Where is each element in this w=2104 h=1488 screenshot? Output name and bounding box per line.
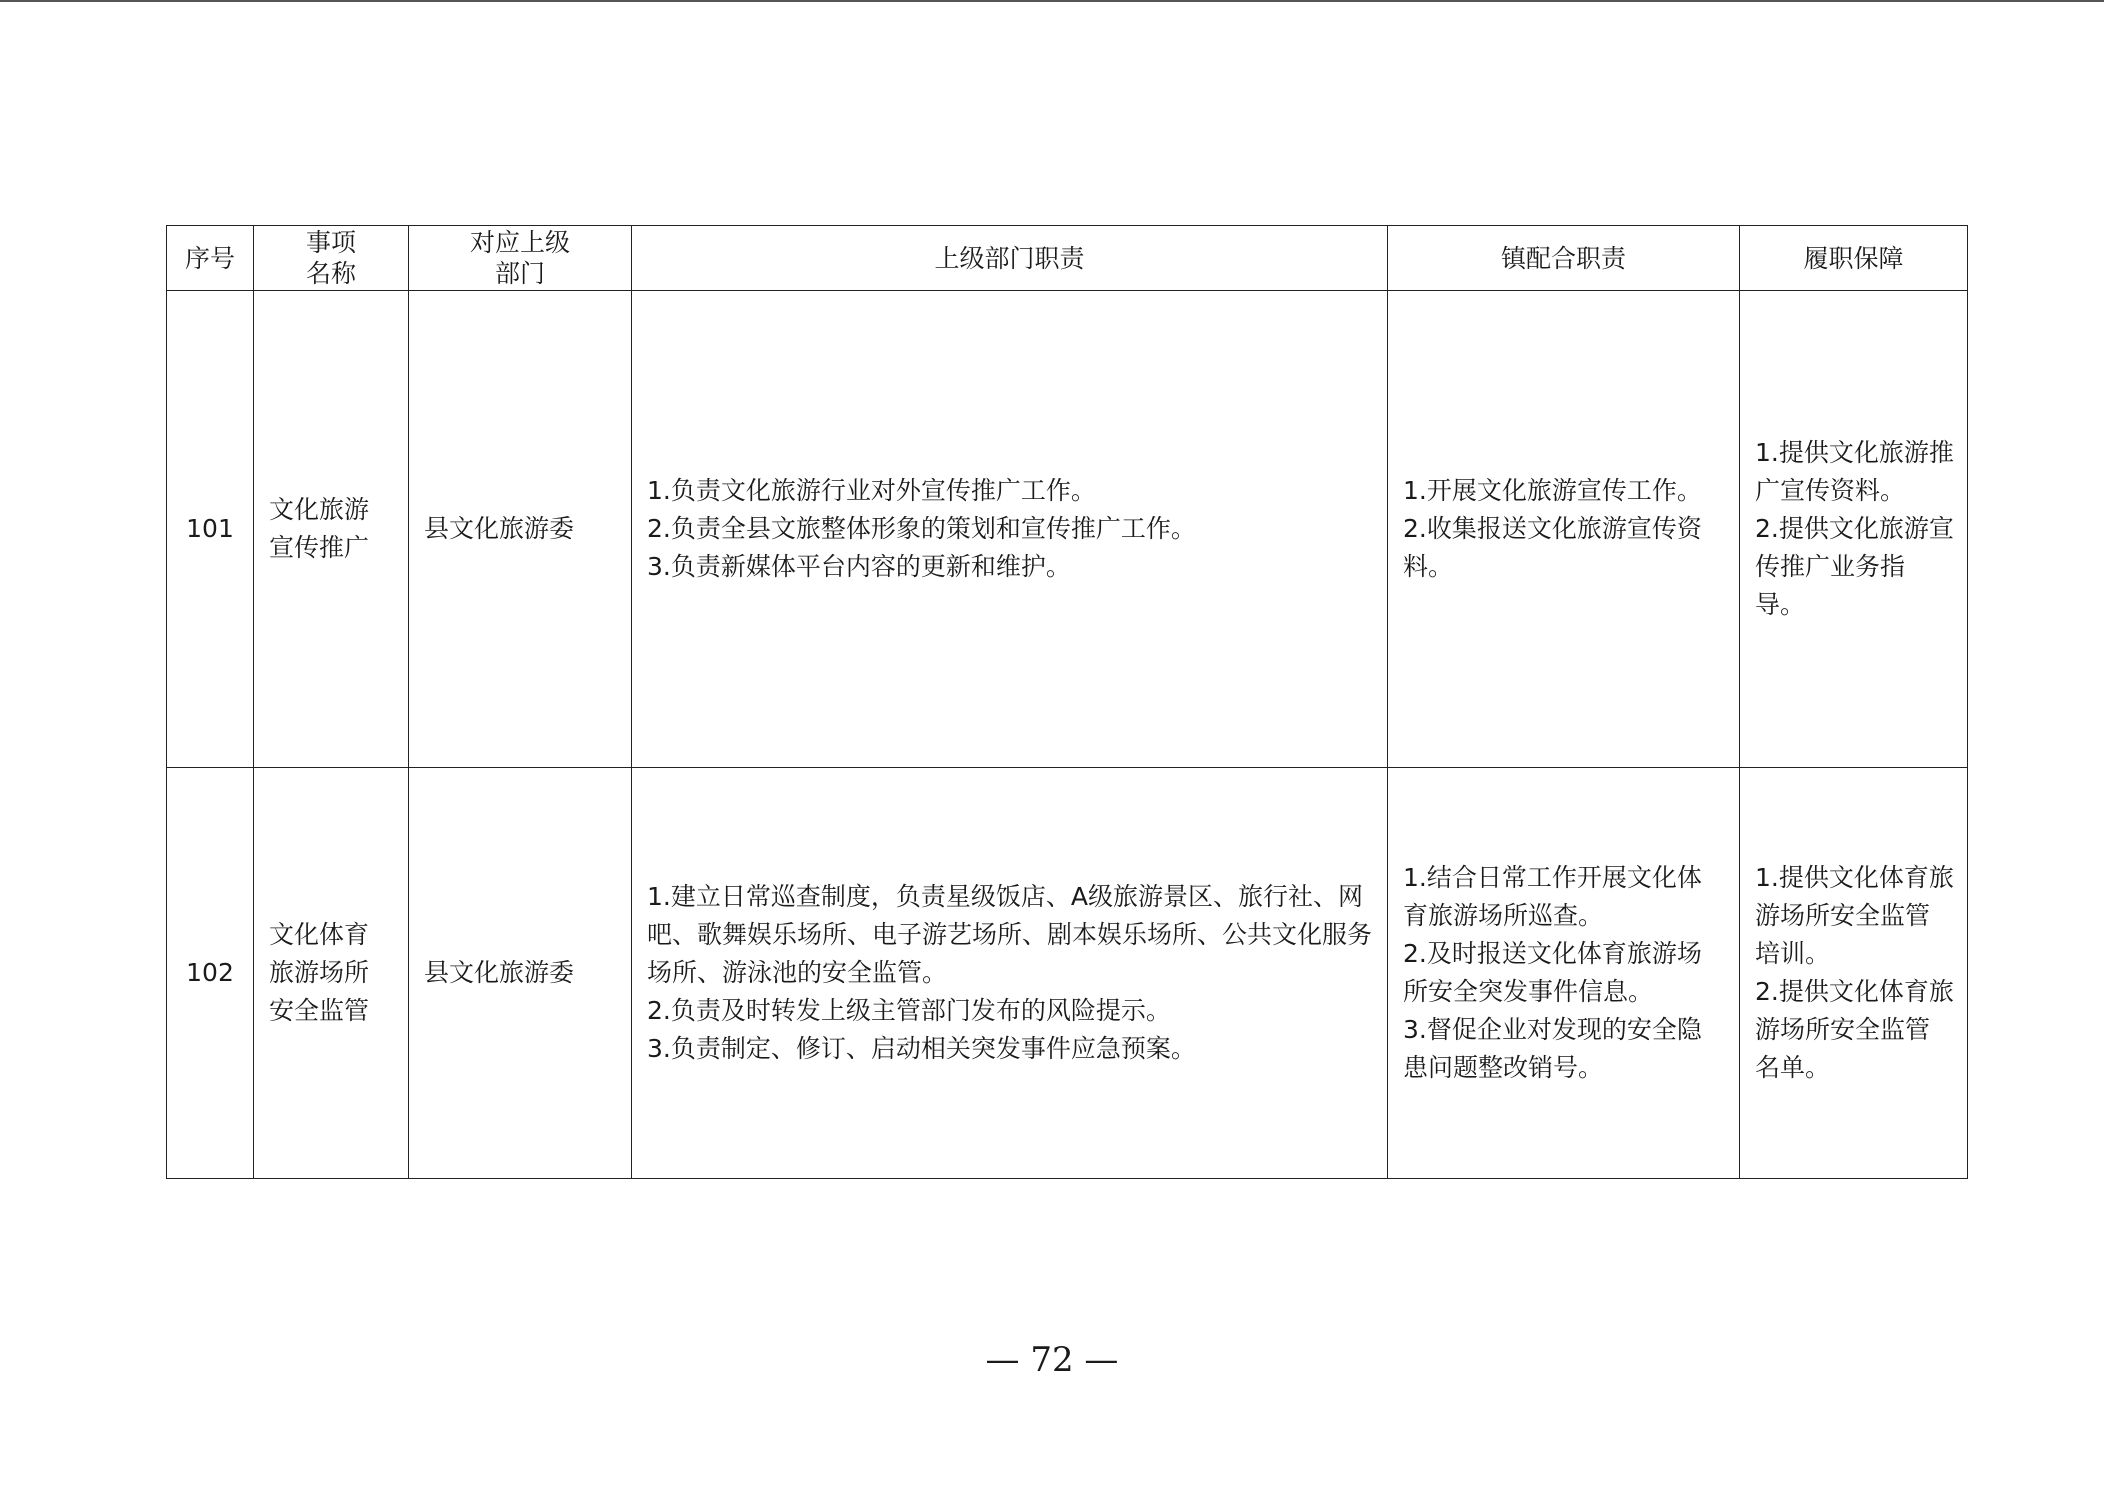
header-upper-dept-line-1: 对应上级 bbox=[469, 228, 570, 257]
upper-dept-cell bbox=[409, 291, 632, 768]
header-town-duties bbox=[1388, 226, 1740, 291]
header-upper-duties bbox=[632, 226, 1388, 291]
item-name-line: 宣传推广 bbox=[269, 533, 370, 562]
town-duty-item: 2.收集报送文化旅游宣传资料。 bbox=[1403, 514, 1702, 581]
upper-duty-item: 3.负责新媒体平台内容的更新和维护。 bbox=[647, 552, 1071, 581]
header-upper-duties-text: 上级部门职责 bbox=[934, 243, 1085, 273]
town-duty-item: 2.及时报送文化体育旅游场所安全突发事件信息。 bbox=[1403, 939, 1702, 1006]
town-duty-item: 1.结合日常工作开展文化体育旅游场所巡查。 bbox=[1403, 863, 1702, 930]
town-duties-cell bbox=[1388, 291, 1740, 768]
upper-duty-item: 1.建立日常巡查制度，负责星级饭店、A级旅游景区、旅行社、网吧、歌舞娱乐场所、电子游艺场所、剧本娱乐场所、公共文化服务场所、游泳池的安全监管。 bbox=[647, 882, 1373, 987]
page-top-rule bbox=[0, 0, 2104, 2]
guarantee-item: 2.提供文化体育旅游场所安全监管名单。 bbox=[1755, 977, 1954, 1082]
upper-duty-item: 2.负责及时转发上级主管部门发布的风险提示。 bbox=[647, 996, 1171, 1025]
guarantee-cell bbox=[1740, 291, 1968, 768]
upper-dept-cell bbox=[409, 768, 632, 1179]
table-header-row bbox=[167, 226, 1968, 291]
header-no-text: 序号 bbox=[184, 243, 235, 273]
guarantee-cell bbox=[1740, 768, 1968, 1179]
header-item-name-line-1: 事项 bbox=[305, 228, 356, 257]
town-duty-item: 3.督促企业对发现的安全隐患问题整改销号。 bbox=[1403, 1015, 1702, 1082]
guarantee-item: 1.提供文化旅游推广宣传资料。 bbox=[1755, 438, 1954, 505]
table-row bbox=[167, 768, 1968, 1179]
row-number: 102 bbox=[167, 768, 254, 1179]
upper-duties-cell bbox=[632, 768, 1388, 1179]
upper-dept-text: 县文化旅游委 bbox=[424, 958, 575, 987]
item-name-line: 文化旅游 bbox=[269, 495, 370, 524]
header-upper-dept-line-2: 部门 bbox=[494, 259, 545, 288]
item-name-cell bbox=[254, 291, 409, 768]
header-upper-dept bbox=[409, 226, 632, 291]
row-number: 101 bbox=[167, 291, 254, 768]
page-number: — 72 — bbox=[985, 1340, 1119, 1380]
item-name-line: 安全监管 bbox=[269, 996, 370, 1025]
header-no bbox=[167, 226, 254, 291]
upper-duty-item: 2.负责全县文旅整体形象的策划和宣传推广工作。 bbox=[647, 514, 1196, 543]
upper-duties-cell bbox=[632, 291, 1388, 768]
town-duties-cell bbox=[1388, 768, 1740, 1179]
duty-table bbox=[166, 225, 1968, 1179]
header-guarantee bbox=[1740, 226, 1968, 291]
town-duty-item: 1.开展文化旅游宣传工作。 bbox=[1403, 476, 1702, 505]
header-guarantee-text: 履职保障 bbox=[1803, 243, 1904, 273]
item-name-line: 文化体育 bbox=[269, 920, 370, 949]
item-name-cell bbox=[254, 768, 409, 1179]
header-item-name-line-2: 名称 bbox=[305, 259, 356, 288]
guarantee-item: 2.提供文化旅游宣传推广业务指导。 bbox=[1755, 514, 1954, 619]
item-name-line: 旅游场所 bbox=[269, 958, 370, 987]
header-town-duties-text: 镇配合职责 bbox=[1500, 243, 1626, 273]
header-item-name bbox=[254, 226, 409, 291]
table-row bbox=[167, 291, 1968, 768]
upper-duty-item: 1.负责文化旅游行业对外宣传推广工作。 bbox=[647, 476, 1096, 505]
guarantee-item: 1.提供文化体育旅游场所安全监管培训。 bbox=[1755, 863, 1954, 968]
upper-dept-text: 县文化旅游委 bbox=[424, 514, 575, 543]
upper-duty-item: 3.负责制定、修订、启动相关突发事件应急预案。 bbox=[647, 1034, 1196, 1063]
